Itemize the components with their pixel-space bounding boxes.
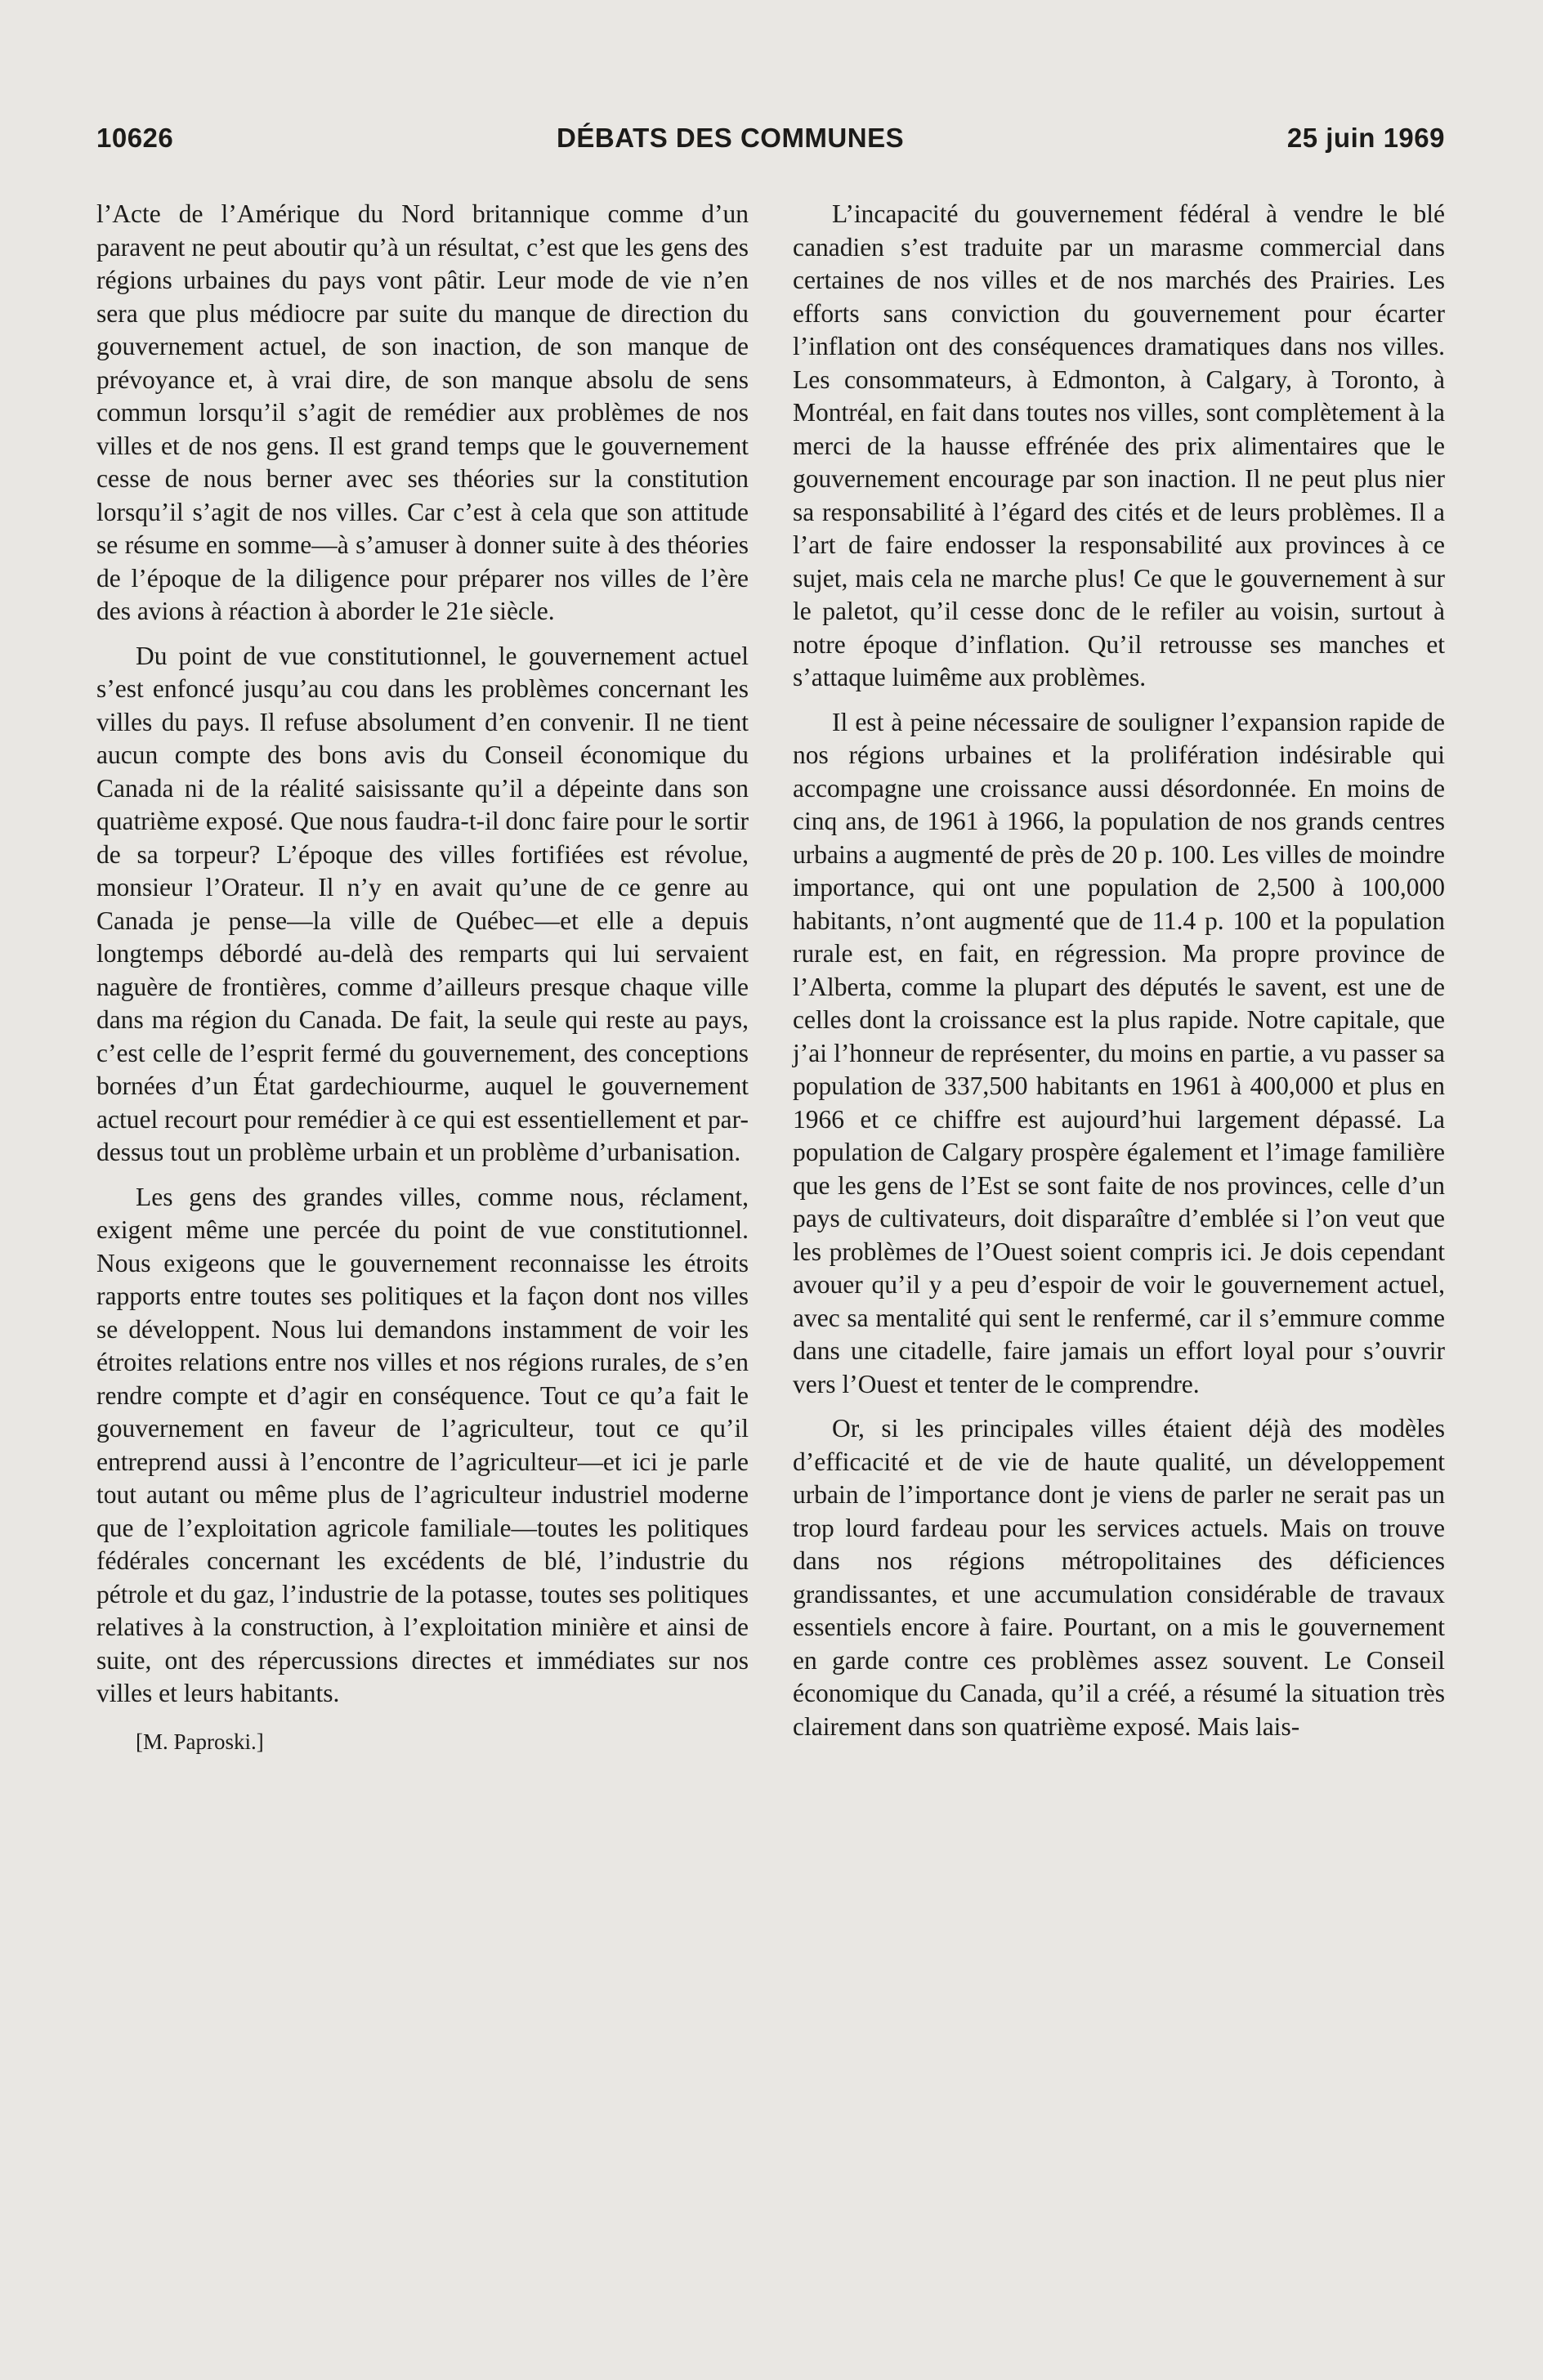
left-column <box>96 198 749 1758</box>
text-columns <box>96 198 1445 1758</box>
right-column <box>793 198 1445 1758</box>
page-date: 25 juin 1969 <box>1286 123 1445 153</box>
page-number: 10626 <box>96 123 174 153</box>
speaker-attribution: [M. Paproski.] <box>136 1729 264 1754</box>
paragraph: L’incapacité du gouvernement fédéral à vendre le blé canadien s’est traduite par un marasme commercial dans certaines de nos villes et de nos marchés des Prairies. Les efforts sans conviction du gouvernement pour écarter l’inflation ont des conséquences dramatiques dans nos villes. Les consommateurs, à Edmonton, à Calgary, à Toronto, à Montréal, en fait dans toutes nos villes, sont complètement à la merci de la hausse effrénée des prix alimentaires que le gouvernement encourage par son inaction. Il ne peut plus nier sa responsabilité à l’égard des cités et de leurs problèmes. Il a l’art de faire endosser la responsabilité aux provinces à ce sujet, mais cela ne marche plus! Ce que le gouvernement à sur le paletot, qu’il cesse donc de le refiler au voisin, surtout à notre époque d’inflation. Qu’il retrousse ses manches et s’attaque luimême aux problèmes. <box>793 199 1445 691</box>
paragraph: Il est à peine nécessaire de souligner l’expansion rapide de nos régions urbaines et la prolifération indésirable qui accompagne une croissance aussi désordonnée. En moins de cinq ans, de 1961 à 1966, la population de nos grands centres urbains a augmenté de près de 20 p. 100. Les villes de moindre importance, qui ont une population de 2,500 à 100,000 habitants, n’ont augmenté que de 11.4 p. 100 et la population rurale est, en fait, en régression. Ma propre province de l’Alberta, comme la plupart des députés le savent, est une de celles dont la croissance est la plus rapide. Notre capitale, que j’ai l’honneur de représenter, du moins en partie, a vu passer sa population de 337,500 habitants en 1961 à 400,000 et plus en 1966 et ce chiffre est aujourd’hui largement dépassé. La population de Calgary prospère également et l’image familière que les gens de l’Est se sont faite de nos provinces, celle d’un pays de cultivateurs, doit disparaître d’emblée si l’on veut que les problèmes de l’Ouest soient compris ici. Je dois cependant avouer qu’il y a peu d’espoir de voir le gouvernement actuel, avec sa mentalité qui sent le renfermé, car il s’emmure comme dans une citadelle, faire jamais un effort loyal pour s’ouvrir vers l’Ouest et tenter de le comprendre. <box>793 707 1445 1398</box>
paragraph: l’Acte de l’Amérique du Nord britannique comme d’un paravent ne peut aboutir qu’à un résultat, c’est que les gens des régions urbaines du pays vont pâtir. Leur mode de vie n’en sera que plus médiocre par suite du manque de direction du gouvernement actuel, de son inaction, de son manque de prévoyance et, à vrai dire, de son manque absolu de sens commun lorsqu’il s’agit de remédier aux problèmes de nos villes et de nos gens. Il est grand temps que le gouvernement cesse de nous berner avec ses théories sur la constitution lorsqu’il s’agit de nos villes. Car c’est à cela que son attitude se résume en somme—à s’amuser à donner suite à des théories de l’époque de la diligence pour préparer nos villes de l’ère des avions à réaction à aborder le 21e siècle. <box>96 199 749 625</box>
paragraph: Les gens des grandes villes, comme nous, réclament, exigent même une percée du point de vue constitutionnel. Nous exigeons que le gouvernement reconnaisse les étroits rapports entre toutes ses politiques et la façon dont nos villes se développent. Nous lui demandons instamment de voir les étroites relations entre nos villes et nos régions rurales, de s’en rendre compte et d’agir en conséquence. Tout ce qu’a fait le gouvernement en faveur de l’agriculteur, tout ce qu’il entreprend aussi à l’encontre de l’agriculteur—et ici je parle tout autant ou même plus de l’agriculteur industriel moderne que de l’exploitation agricole familiale—toutes les politiques fédérales concernant les excédents de blé, l’industrie du pétrole et du gaz, l’industrie de la potasse, toutes ses politiques relatives à la construction, à l’exploitation minière et ainsi de suite, ont des répercussions directes et immédiates sur nos villes et leurs habitants. <box>96 1182 749 1707</box>
paragraph: Du point de vue constitutionnel, le gouvernement actuel s’est enfoncé jusqu’au cou dans les problèmes concernant les villes du pays. Il refuse absolument d’en convenir. Il ne tient aucun compte des bons avis du Conseil économique du Canada ni de la réalité saisissante qu’il a dépeinte dans son quatrième exposé. Que nous faudra-t-il donc faire pour le sortir de sa torpeur? L’époque des villes fortifiées est révolue, monsieur l’Orateur. Il n’y en avait qu’une de ce genre au Canada je pense—la ville de Québec—et elle a depuis longtemps débordé au-delà des remparts qui lui servaient naguère de frontières, comme d’ailleurs presque chaque ville dans ma région du Canada. De fait, la seule qui reste au pays, c’est celle de l’esprit fermé du gouvernement, des conceptions bornées d’un État gardechiourme, auquel le gouvernement actuel recourt pour remédier à ce qui est essentiellement et par-dessus tout un problème urbain et un problème d’urbanisation. <box>96 641 749 1166</box>
publication-title: DÉBATS DES COMMUNES <box>557 123 905 153</box>
paragraph: Or, si les principales villes étaient déjà des modèles d’efficacité et de vie de haute qualité, un développement urbain de l’importance dont je viens de parler ne serait pas un trop lourd fardeau pour les services actuels. Mais on trouve dans nos régions métropolitaines des déficiences grandissantes, et une accumulation considérable de travaux essentiels encore à faire. Pourtant, on a mis le gouvernement en garde contre ces problèmes assez souvent. Le Conseil économique du Canada, qu’il a créé, a résumé la situation très clairement dans son quatrième exposé. Mais lais- <box>793 1414 1445 1741</box>
page-header <box>96 123 1445 172</box>
